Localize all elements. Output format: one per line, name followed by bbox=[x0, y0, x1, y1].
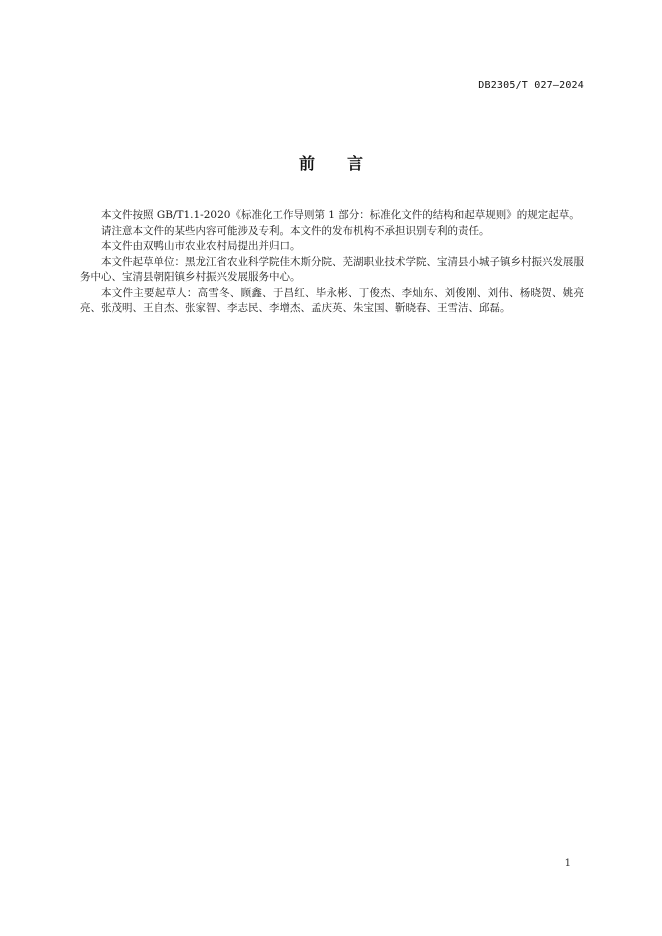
paragraph-proposer: 本文件由双鸭山市农业农村局提出并归口。 bbox=[101, 240, 301, 252]
paragraph-patent-notice: 请注意本文件的某些内容可能涉及专利。本文件的发布机构不承担识别专利的责任。 bbox=[101, 224, 490, 237]
document-code: DB2305/T 027—2024 bbox=[478, 80, 584, 91]
foreword-body bbox=[80, 208, 584, 317]
paragraph-drafters: 本文件主要起草人：高雪冬、顾鑫、于昌红、毕永彬、丁俊杰、李灿东、刘俊刚、刘伟、杨晓贺、姚亮亮、张茂明、王自杰、张家智、李志民、李增杰、孟庆英、朱宝国、靳晓春、王雪洁、邱磊。 bbox=[80, 286, 584, 314]
page-number: 1 bbox=[564, 858, 571, 869]
paragraph-drafting-units: 本文件起草单位：黑龙江省农业科学院佳木斯分院、芜湖职业技术学院、宝清县小城子镇乡村振兴发展服务中心、宝清县朝阳镇乡村振兴发展服务中心。 bbox=[80, 255, 584, 283]
paragraph-drafting-rules: 本文件按照 GB/T1.1-2020《标准化工作导则第 1 部分：标准化文件的结构和起草规则》的规定起草。 bbox=[101, 209, 580, 221]
page-title: 前言 bbox=[298, 154, 395, 173]
